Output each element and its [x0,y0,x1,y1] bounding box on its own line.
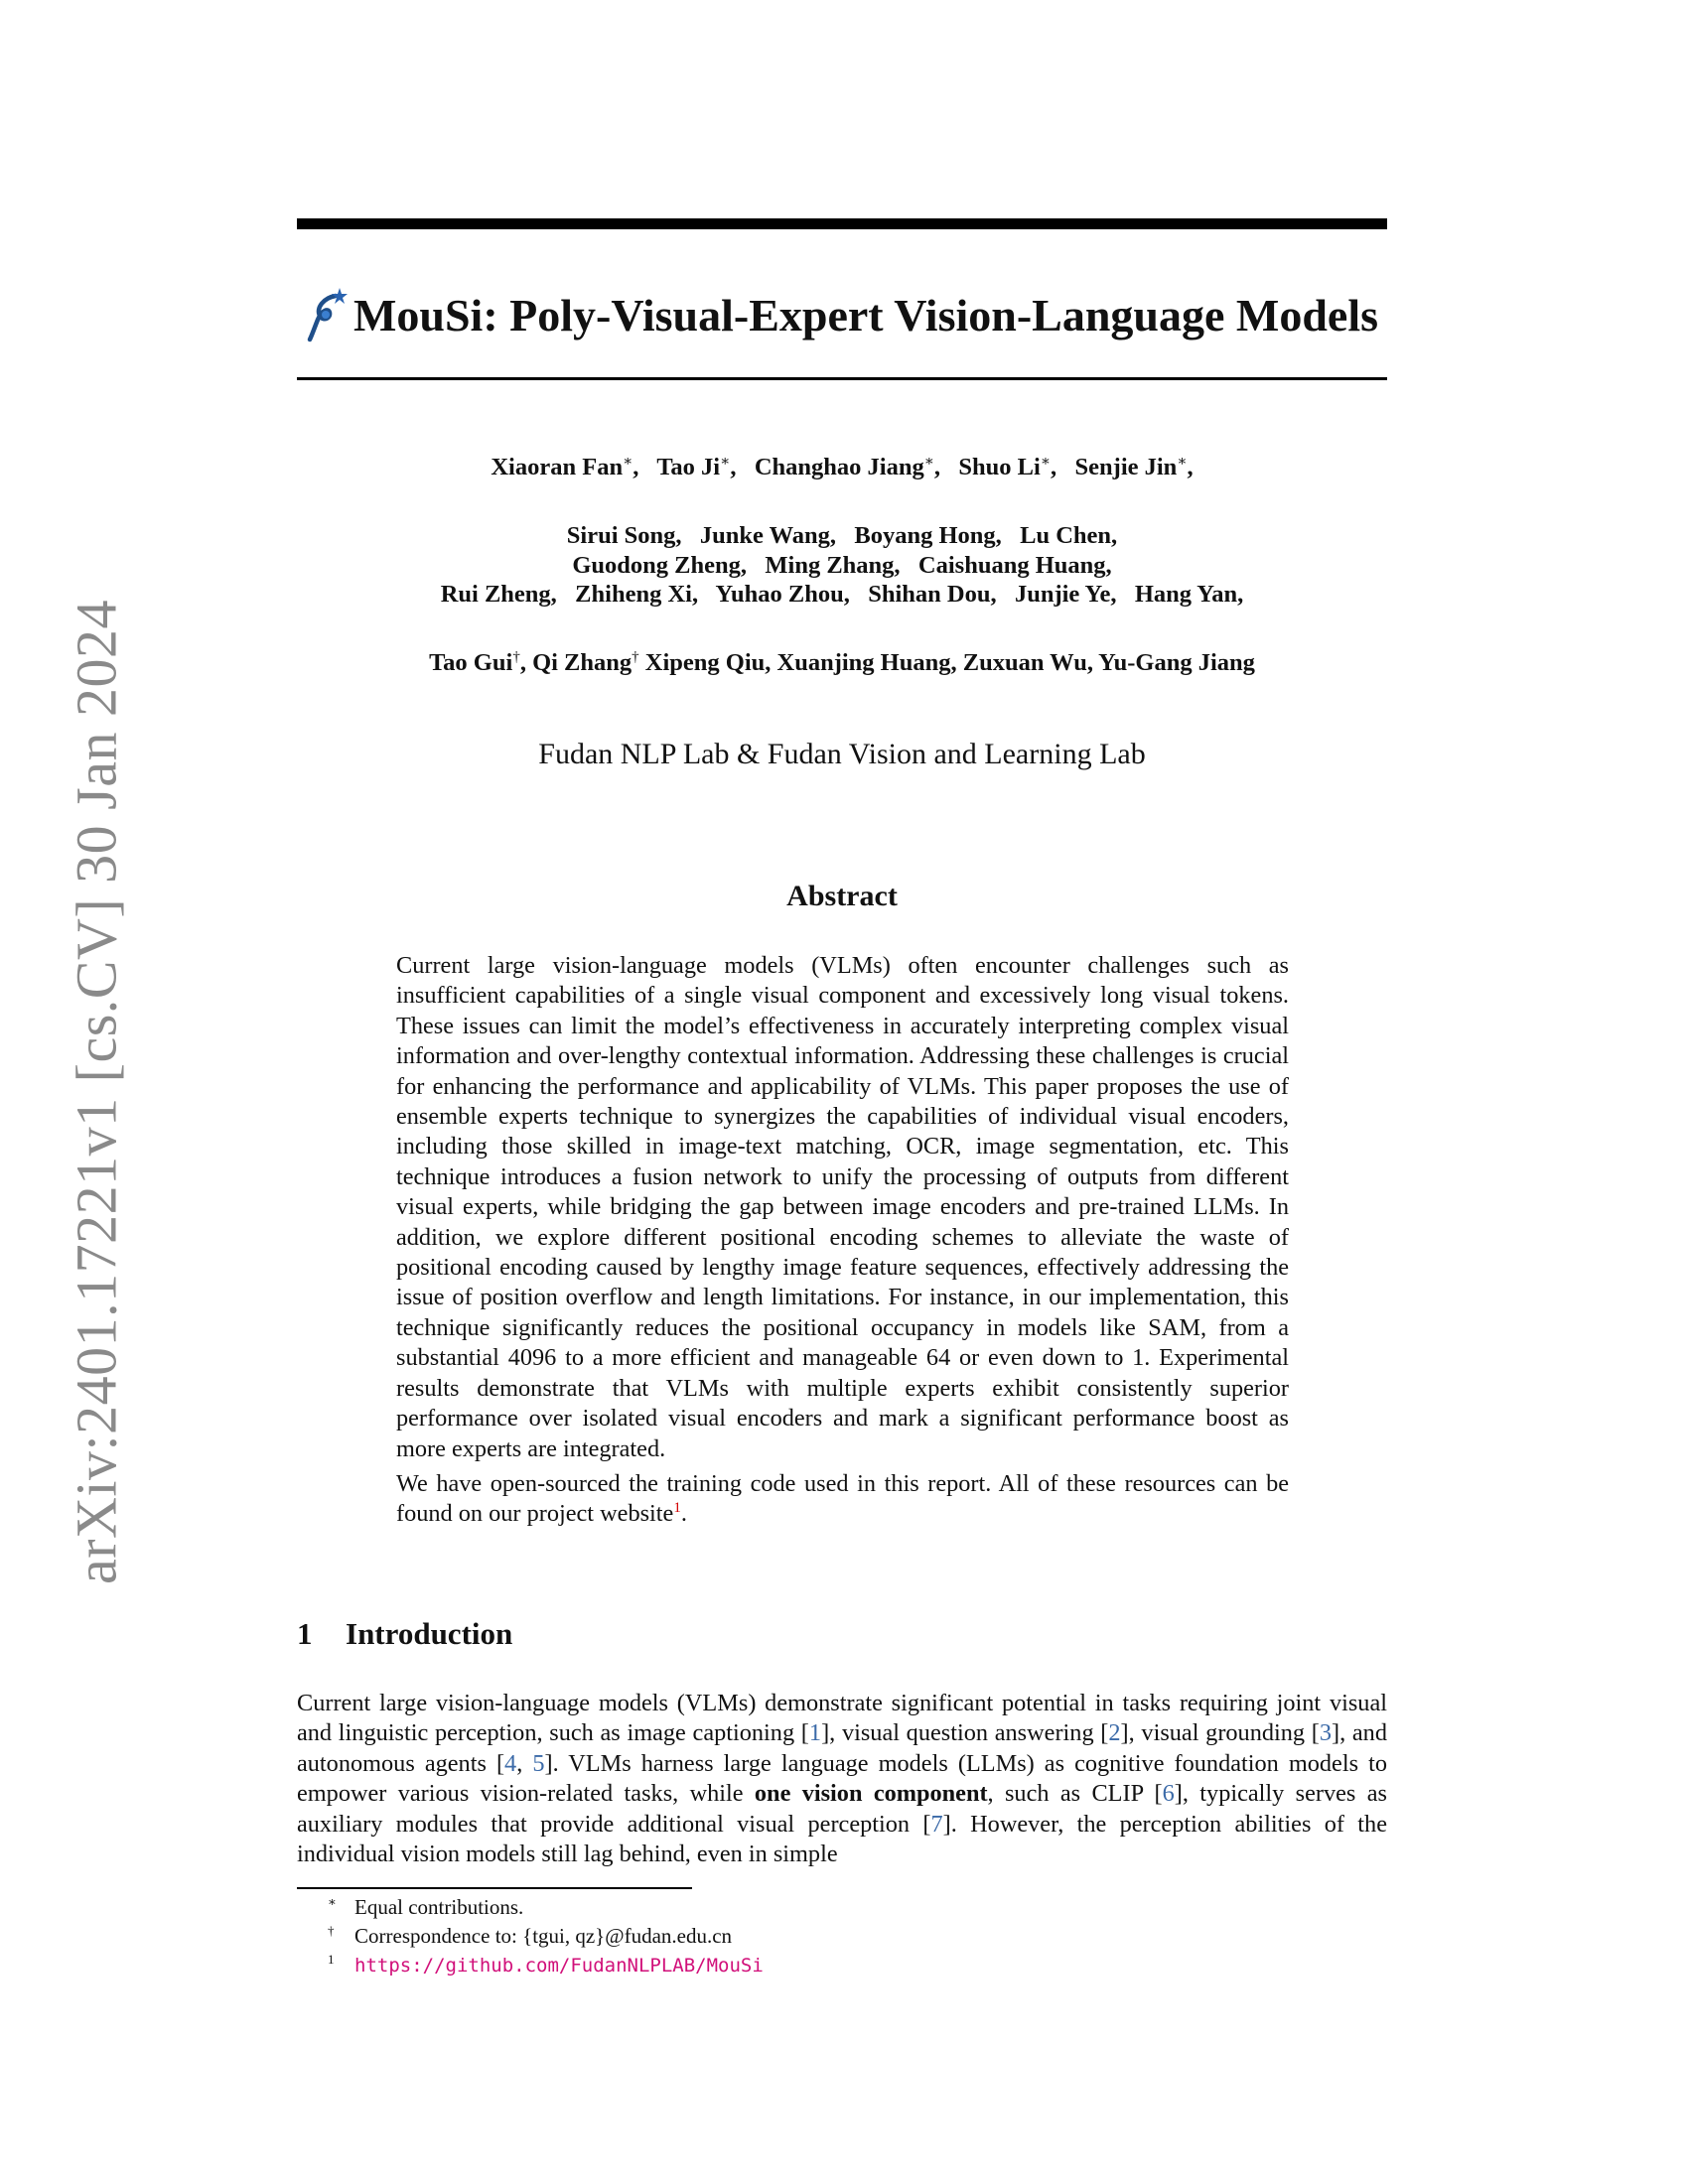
equal-contribution-mark: ∗ [923,454,934,470]
intro-text: ], visual grounding [ [1120,1719,1320,1747]
footnote-mark: ∗ [328,1894,337,1909]
citation-link[interactable]: 6 [1162,1780,1175,1808]
introduction-body [297,1689,1387,1869]
equal-contribution-mark: ∗ [1040,454,1052,470]
author-name: Qi Zhang [532,649,633,676]
citation-link[interactable]: 3 [1319,1719,1333,1747]
intro-text: Current large vision-language models (VLMs) demonstrate significant potential in tasks requiring joint visual and linguistic perception, such as image captioning [ [297,1690,1387,1747]
intro-text: ]. VLMs harness large language models (LLMs) as cognitive foundation models to empower various vision-related tasks, while [297,1749,1387,1808]
abstract-text: We have open-sourced the training code used in this report. All of these resources can be found on our project website [396,1469,1289,1528]
citation-link[interactable]: 5 [532,1749,545,1777]
separator: , [1051,454,1075,480]
footnote-ref-link[interactable]: 1 [673,1500,681,1517]
title-bottom-rule [297,377,1387,380]
section-heading [297,1616,512,1652]
title-top-rule [297,218,1387,229]
section-number: 1 [297,1616,313,1651]
paper-title: MouSi: Poly-Visual-Expert Vision-Language Models [352,289,1379,341]
abstract-heading: Abstract [786,880,898,912]
author-name: Tao Gui [429,649,513,676]
author-names-rest: Xipeng Qiu, Xuanjing Huang, Zuxuan Wu, Yu-Gang Jiang [644,649,1255,676]
citation-link[interactable]: 4 [504,1749,517,1777]
author-name: Xiaoran Fan [491,454,624,480]
title-block [297,275,1387,354]
author-line-1 [297,453,1387,482]
author-line-2: Sirui Song, Junke Wang, Boyang Hong, Lu Chen, [566,522,1118,549]
equal-contribution-mark: ∗ [623,454,633,470]
section-title: Introduction [346,1616,513,1651]
author-line-5 [297,648,1387,678]
footnote-item [328,1893,764,1922]
footnote-mark: † [328,1923,335,1938]
author-name: Senjie Jin [1074,454,1178,480]
equal-contribution-mark: ∗ [1177,454,1188,470]
author-name: Changhao Jiang [754,454,924,480]
footnote-text: Equal contributions. [354,1895,524,1919]
affiliation: Fudan NLP Lab & Fudan Vision and Learning Lab [538,738,1146,770]
mousi-logo-icon [306,286,350,343]
intro-paragraph [297,1689,1387,1869]
citation-link[interactable]: 2 [1108,1719,1121,1747]
abstract-paragraph [396,1469,1289,1530]
arxiv-identifier: arXiv:2401.17221v1 [cs.CV] 30 Jan 2024 [64,599,129,1585]
intro-text: ], visual question answering [ [821,1719,1109,1747]
author-name: Tao Ji [656,454,721,480]
intro-text: , such as CLIP [ [987,1780,1163,1808]
footnote-mark: 1 [328,1952,335,1967]
separator: , [1187,454,1194,480]
author-line-3: Guodong Zheng, Ming Zhang, Caishuang Huang, [572,552,1112,579]
emphasis-text: one vision component [754,1780,988,1808]
citation-link[interactable]: 7 [930,1810,943,1838]
citation-link[interactable]: 1 [808,1719,822,1747]
footnote-rule [297,1887,692,1889]
equal-contribution-mark: ∗ [720,454,731,470]
author-name: Shuo Li [958,454,1041,480]
intro-text: ], typically serves as auxiliary modules that provide additional visual perception [ [297,1780,1387,1838]
author-line-4: Rui Zheng, Zhiheng Xi, Yuhao Zhou, Shihan Dou, Junjie Ye, Hang Yan, [440,581,1244,608]
abstract-body [396,951,1289,1530]
separator: , [933,454,959,480]
correspondence-mark: † [632,649,639,665]
footnote-item [328,1922,764,1951]
separator: , [519,649,533,676]
correspondence-mark: † [512,649,520,665]
abstract-paragraph: Current large vision-language models (VLMs) often encounter challenges such as insufficient capabilities of a single visual component and excessively long visual tokens. These issues can limit the model’s effectiveness in accurately interpreting complex visual information and over-lengthy contextual information. Addressing these challenges is crucial for enhancing the performance and applicability of VLMs. This paper proposes the use of ensemble experts technique to synergizes the capabilities of individual visual encoders, including those skilled in image-text matching, OCR, image segmentation, etc. This technique introduces a fusion network to unify the processing of outputs from different visual experts, while bridging the gap between image encoders and pre-trained LLMs. In addition, we explore different positional encoding schemes to alleviate the waste of positional encoding caused by lengthy image feature sequences, effectively addressing the issue of position overflow and length limitations. For instance, in our implementation, this technique significantly reduces the positional occupancy in models like SAM, from a substantial 4096 to a more efficient and manageable 64 or even down to 1. Experimental results demonstrate that VLMs with multiple experts exhibit consistently superior performance over isolated visual encoders and mark a significant performance boost as more experts are integrated. [396,952,1289,1462]
footnotes [328,1893,764,1980]
intro-text: ]. However, the perception abilities of the individual vision models still lag behind, even in simple [297,1810,1387,1868]
separator: , [730,454,755,480]
intro-text: ], and autonomous agents [ [297,1719,1387,1777]
project-url-link[interactable]: https://github.com/FudanNLPLAB/MouSi [354,1955,764,1977]
abstract-text: . [680,1500,687,1528]
intro-text: , [516,1749,533,1777]
footnote-item [328,1951,764,1980]
separator: , [633,454,657,480]
footnote-text: Correspondence to: {tgui, qz}@fudan.edu.cn [354,1924,733,1948]
